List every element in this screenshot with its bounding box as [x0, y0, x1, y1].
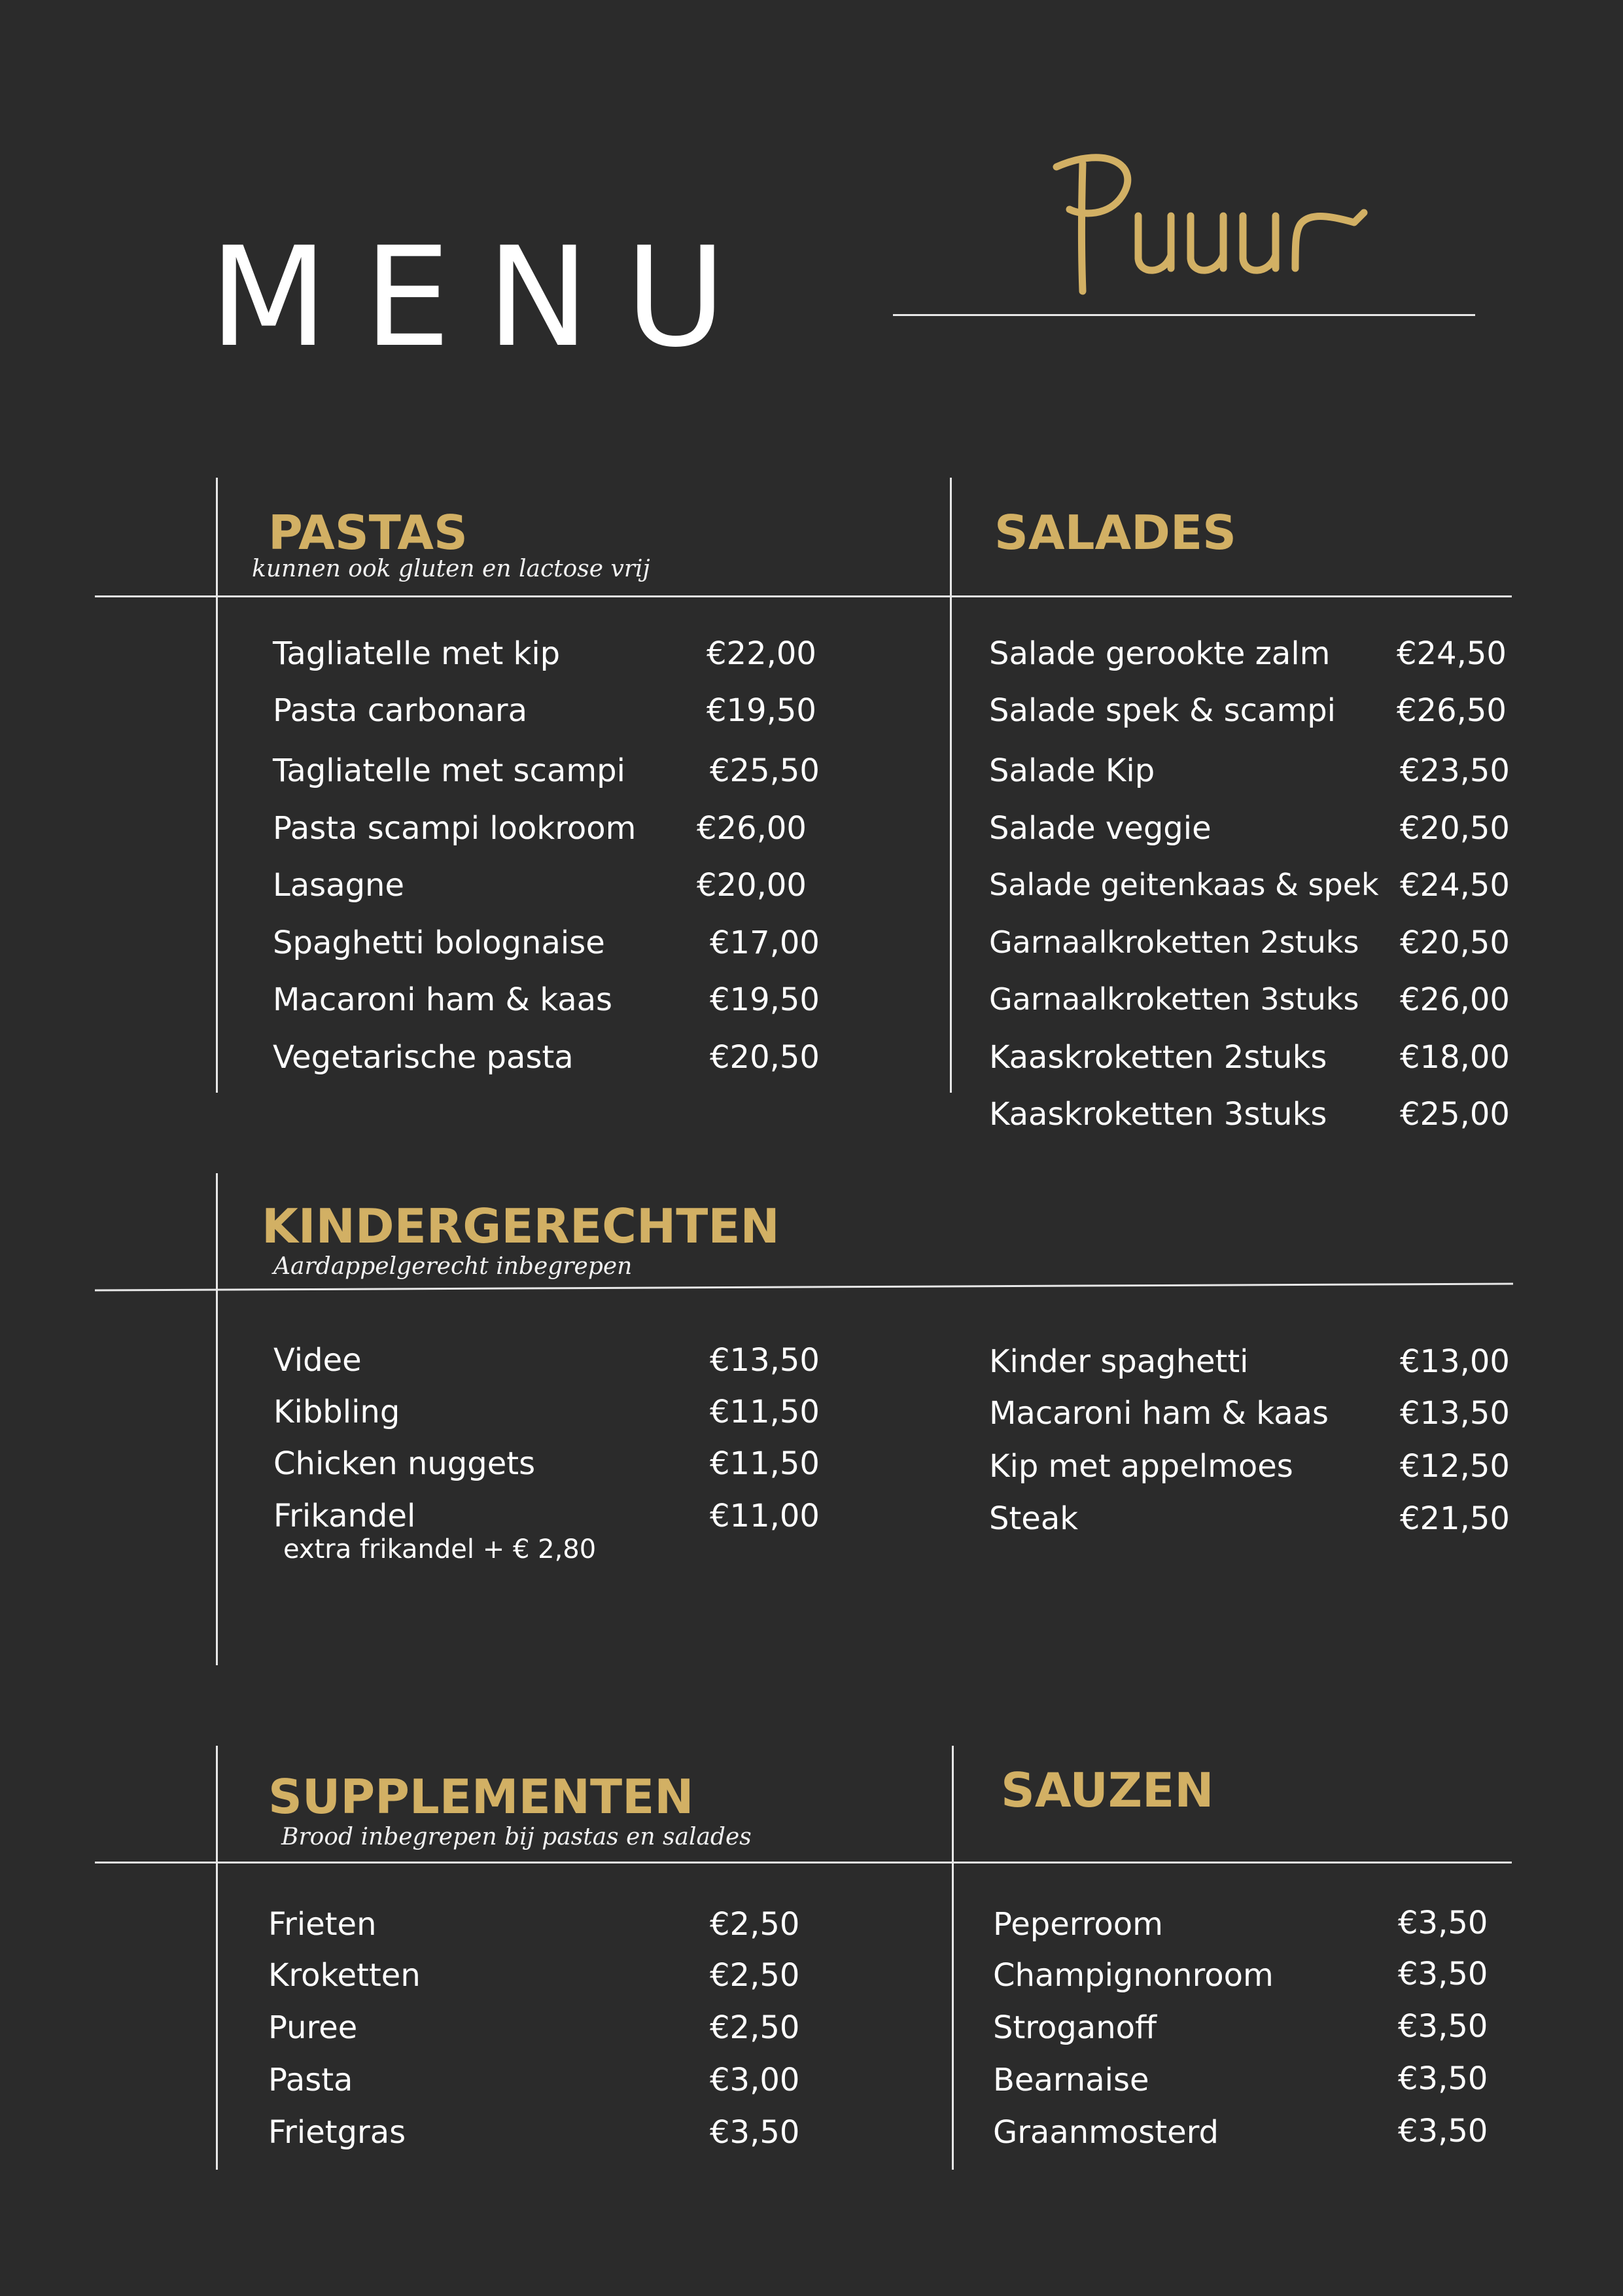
vertical-rule-salades: [950, 478, 952, 1093]
salades-item-name: Salade Kip: [989, 752, 1155, 789]
kinder-item-name: Macaroni ham & kaas: [989, 1395, 1329, 1432]
supplementen-item-price: €2,50: [710, 1906, 800, 1943]
heading-supplementen: SUPPLEMENTEN: [268, 1769, 694, 1824]
kinder-item-price: €21,50: [1400, 1500, 1510, 1537]
salades-item-name: Garnaalkroketten 2stuks: [989, 925, 1359, 960]
kinder-item-name: Kinder spaghetti: [989, 1343, 1249, 1380]
pastas-item-price: €25,50: [710, 752, 820, 789]
pastas-item-name: Spaghetti bolognaise: [273, 925, 605, 961]
kinder-item-price: €12,50: [1400, 1448, 1510, 1485]
supplementen-note: Brood inbegrepen bij pastas en salades: [281, 1824, 752, 1850]
supplementen-item-price: €3,50: [710, 2114, 800, 2151]
heading-kindergerechten: KINDERGERECHTEN: [262, 1199, 780, 1254]
sauzen-item-name: Peperroom: [993, 1906, 1163, 1943]
kinder-item-price: €13,50: [710, 1342, 820, 1379]
supplementen-item-price: €3,00: [710, 2062, 800, 2098]
pastas-item-price: €19,50: [707, 692, 816, 729]
salades-item-price: €20,50: [1400, 810, 1510, 847]
vertical-rule-kinder: [216, 1173, 218, 1665]
salades-item-name: Garnaalkroketten 3stuks: [989, 981, 1359, 1017]
pastas-item-price: €17,00: [710, 925, 820, 961]
kinder-item-name: Steak: [989, 1500, 1079, 1537]
divider-kinder: [95, 1279, 1514, 1292]
kinder-item-price: €13,00: [1400, 1343, 1510, 1380]
pastas-item-price: €26,00: [697, 810, 807, 847]
salades-item-price: €20,50: [1400, 925, 1510, 961]
supplementen-item-name: Kroketten: [268, 1957, 421, 1994]
kinder-item-name: Kip met appelmoes: [989, 1448, 1293, 1485]
salades-item-price: €24,50: [1400, 867, 1510, 904]
kinder-item-name: Chicken nuggets: [273, 1445, 536, 1482]
pastas-item-price: €20,50: [710, 1039, 820, 1076]
sauzen-item-price: €3,50: [1398, 2113, 1488, 2149]
vertical-rule-supplementen: [216, 1746, 218, 2170]
kinder-item-price: €11,50: [710, 1445, 820, 1482]
supplementen-item-price: €2,50: [710, 2009, 800, 2046]
supplementen-item-name: Frietgras: [268, 2114, 406, 2151]
pastas-item-name: Macaroni ham & kaas: [273, 981, 613, 1018]
salades-item-price: €26,50: [1397, 692, 1507, 729]
pastas-note: kunnen ook gluten en lactose vrij: [252, 556, 650, 582]
salades-item-name: Salade veggie: [989, 810, 1212, 847]
supplementen-item-name: Frieten: [268, 1906, 377, 1943]
salades-item-price: €25,00: [1400, 1096, 1510, 1133]
salades-item-name: Kaaskroketten 3stuks: [989, 1096, 1327, 1133]
pastas-item-name: Pasta scampi lookroom: [273, 810, 637, 847]
kinder-item-price: €11,00: [710, 1498, 820, 1534]
divider-pastas-salades: [95, 595, 1512, 597]
vertical-rule-pastas: [216, 478, 218, 1093]
kinder-note: Aardappelgerecht inbegrepen: [273, 1253, 633, 1280]
pastas-item-name: Lasagne: [273, 867, 404, 904]
heading-salades: SALADES: [994, 505, 1236, 560]
heading-sauzen: SAUZEN: [1001, 1763, 1214, 1818]
sauzen-item-name: Bearnaise: [993, 2062, 1149, 2098]
kinder-item-name: Kibbling: [273, 1394, 400, 1430]
divider-supplementen-sauzen: [95, 1862, 1512, 1863]
salades-item-name: Salade geitenkaas & spek: [989, 867, 1379, 902]
kinder-item-price: €13,50: [1400, 1395, 1510, 1432]
heading-pastas: PASTAS: [268, 505, 468, 560]
sauzen-item-price: €3,50: [1398, 1905, 1488, 1941]
salades-item-price: €23,50: [1400, 752, 1510, 789]
kinder-item-name: Frikandel: [273, 1498, 416, 1534]
menu-title: MENU: [209, 217, 762, 378]
sauzen-item-price: €3,50: [1398, 1956, 1488, 1992]
pastas-item-name: Tagliatelle met kip: [273, 635, 561, 672]
logo-underline: [893, 314, 1475, 316]
supplementen-item-name: Pasta: [268, 2062, 353, 2098]
salades-item-name: Kaaskroketten 2stuks: [989, 1039, 1327, 1076]
sauzen-item-name: Graanmosterd: [993, 2114, 1219, 2151]
sauzen-item-name: Champignonroom: [993, 1957, 1274, 1994]
salades-item-price: €26,00: [1400, 981, 1510, 1018]
supplementen-item-name: Puree: [268, 2009, 358, 2046]
salades-item-price: €18,00: [1400, 1039, 1510, 1076]
kinder-item-price: €11,50: [710, 1394, 820, 1430]
pastas-item-price: €22,00: [707, 635, 816, 672]
pastas-item-price: €20,00: [697, 867, 807, 904]
kinder-extra-note: extra frikandel + € 2,80: [283, 1534, 597, 1564]
sauzen-item-name: Stroganoff: [993, 2009, 1157, 2046]
salades-item-price: €24,50: [1397, 635, 1507, 672]
brand-logo: [1043, 131, 1384, 314]
pastas-item-name: Tagliatelle met scampi: [273, 752, 625, 789]
vertical-rule-sauzen: [952, 1746, 954, 2170]
supplementen-item-price: €2,50: [710, 1957, 800, 1994]
sauzen-item-price: €3,50: [1398, 2060, 1488, 2097]
kinder-item-name: Videe: [273, 1342, 362, 1379]
salades-item-name: Salade spek & scampi: [989, 692, 1336, 729]
salades-item-name: Salade gerookte zalm: [989, 635, 1331, 672]
pastas-item-price: €19,50: [710, 981, 820, 1018]
sauzen-item-price: €3,50: [1398, 2008, 1488, 2045]
pastas-item-name: Pasta carbonara: [273, 692, 528, 729]
pastas-item-name: Vegetarische pasta: [273, 1039, 574, 1076]
